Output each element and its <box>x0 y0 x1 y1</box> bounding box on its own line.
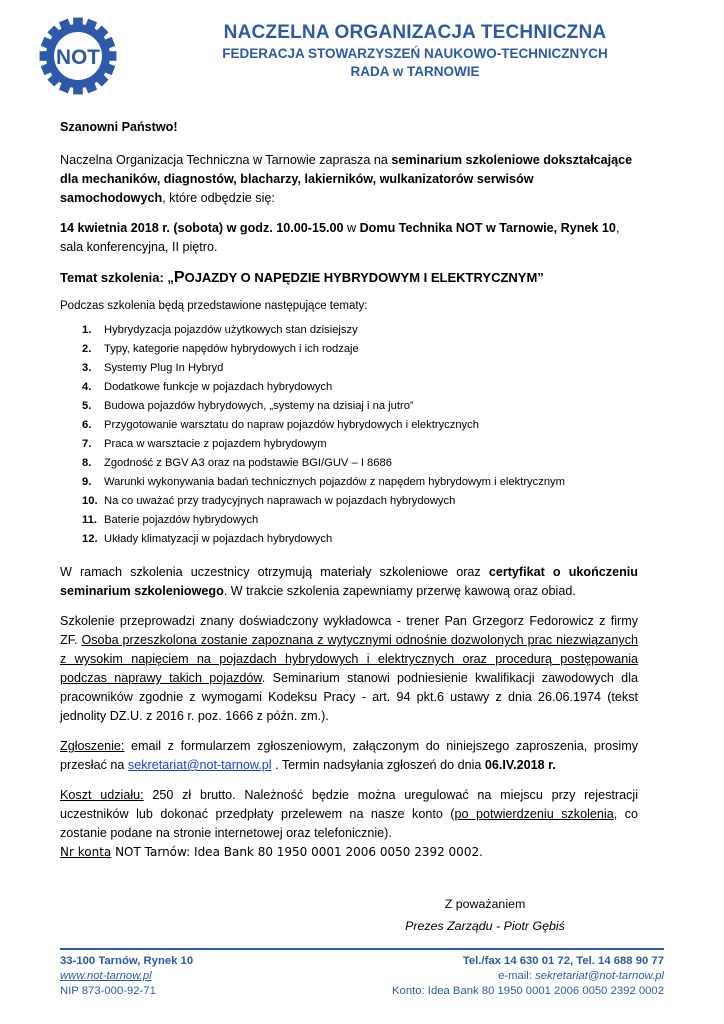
list-item <box>82 435 638 454</box>
footer-email: e-mail: sekretariat@not-tarnow.pl <box>498 970 664 982</box>
signup-paragraph: Zgłoszenie: email z formularzem zgłoszeniowym, załączonym do niniejszego zaproszenia, prosimy przesłać na sekretariat@not-tarnow.pl . Termin nadsyłania zgłoszeń do dnia 06.IV.2018 r. <box>60 739 638 772</box>
list-item-number: 4. <box>82 381 92 393</box>
signature-block <box>360 893 610 937</box>
audience-text: seminarium szkoleniowe dokształcające dla mechaników, diagnostów, blacharzy, lakierników, wulkanizatorów serwisów samochodowych <box>60 153 633 205</box>
list-item-number: 6. <box>82 419 92 431</box>
list-item <box>82 359 638 378</box>
list-item-text: Typy, kategorie napędów hybrydowych i ich rodzaje <box>104 343 359 355</box>
list-item-number: 2. <box>82 343 92 355</box>
date-paragraph: 14 kwietnia 2018 r. (sobota) w godz. 10.00-15.00 w Domu Technika NOT w Tarnowie, Rynek 10, sala konferencyjna, II piętro. <box>60 221 620 254</box>
materials-paragraph: W ramach szkolenia uczestnicy otrzymują materiały szkoleniowe oraz certyfikat o ukończeniu seminarium szkoleniowego. W trakcie szkolenia zapewniamy przerwę kawową oraz obiad. <box>60 565 638 598</box>
list-item-text: Dodatkowe funkcje w pojazdach hybrydowych <box>104 381 333 393</box>
footer-divider <box>60 948 664 950</box>
list-item-text: Przygotowanie warsztatu do napraw pojazdów hybrydowych i elektrycznych <box>104 419 479 431</box>
list-item-text: Układy klimatyzacji w pojazdach hybrydowych <box>104 533 333 545</box>
account-line: Nr konta NOT Tarnów: Idea Bank 80 1950 0001 2006 0050 2392 0002. <box>60 845 483 859</box>
list-item <box>82 511 638 530</box>
letter-body <box>60 118 638 862</box>
list-item-number: 5. <box>82 400 92 412</box>
list-item-number: 9. <box>82 476 92 488</box>
list-item <box>82 397 638 416</box>
footer <box>60 954 664 999</box>
list-item-number: 8. <box>82 457 92 469</box>
footer-address: 33-100 Tarnów, Rynek 10 <box>60 955 194 967</box>
list-item-text: Zgodność z BGV A3 oraz na podstawie BGI/GUV – I 8686 <box>104 457 392 469</box>
list-item-text: Systemy Plug In Hybryd <box>104 362 224 374</box>
list-item <box>82 454 638 473</box>
topic-list <box>82 321 638 549</box>
list-item-text: Na co uważać przy tradycyjnych naprawach w pojazdach hybrydowych <box>104 495 456 507</box>
list-item-number: 1. <box>82 324 92 336</box>
footer-nip: NIP 873-000-92-71 <box>60 985 156 997</box>
svg-text:NOT: NOT <box>56 46 100 69</box>
list-item-text: Hybrydyzacja pojazdów użytkowych stan dzisiejszy <box>104 324 358 336</box>
list-item-text: Warunki wykonywania badań technicznych pojazdów z napędem hybrydowym i elektrycznym <box>104 476 565 488</box>
list-intro: Podczas szkolenia będą przedstawione następujące tematy: <box>60 300 368 312</box>
list-item <box>82 530 638 549</box>
list-item <box>82 492 638 511</box>
not-logo-icon <box>38 16 118 96</box>
footer-phone: Tel./fax 14 630 01 72, Tel. 14 688 90 77 <box>462 955 664 967</box>
list-item <box>82 416 638 435</box>
signup-label: Zgłoszenie: <box>60 739 125 753</box>
list-item <box>82 340 638 359</box>
list-item <box>82 321 638 340</box>
confirmation-note: po potwierdzeniu szkolenia <box>454 807 614 821</box>
letterhead-text <box>130 22 700 79</box>
federation-name: FEDERACJA STOWARZYSZEŃ NAUKOWO-TECHNICZNYCH <box>222 46 608 61</box>
event-date: 14 kwietnia 2018 r. (sobota) w godz. 10.00-15.00 <box>60 221 344 235</box>
list-item-number: 10. <box>82 495 98 507</box>
footer-account: Konto: Idea Bank 80 1950 0001 2006 0050 2392 0002 <box>392 985 664 997</box>
list-item-text: Baterie pojazdów hybrydowych <box>104 514 259 526</box>
list-item-text: Praca w warsztacie z pojazdem hybrydowym <box>104 438 327 450</box>
list-item-number: 12. <box>82 533 98 545</box>
event-place: Domu Technika NOT w Tarnowie, Rynek 10 <box>359 221 616 235</box>
closing: Z poważaniem <box>444 897 526 911</box>
topic-heading: Temat szkolenia: „POJAZDY O NAPĘDZIE HYBRYDOWYM I ELEKTRYCZNYM” <box>60 269 544 286</box>
list-item <box>82 378 638 397</box>
trainer-paragraph: Szkolenie przeprowadzi znany doświadczony wykładowca - trener Pan Grzegorz Fedorowicz z firmy ZF. Osoba przeszkolona zostanie zapoznana z wytycznymi odnośnie dozwolonych prac niezwiązanych z wysokim napięciem na pojazdach hybrydowych i elektrycznych oraz procedurą postępowania podczas naprawy takich pojazdów. Seminarium stanowi podniesienie kwalifikacji zawodowych dla pracowników zgodnie z wymogami Kodeksu Pracy - art. 94 pkt.6 ustawy z dnia 26.06.1974 (tekst jednolity DZ.U. z 2016 r. poz. 1666 z późn. zm.). <box>60 614 638 723</box>
org-name: NACZELNA ORGANIZACJA TECHNICZNA <box>223 22 607 43</box>
cost-paragraph: Koszt udziału: 250 zł brutto. Należność będzie można uregulować na miejscu przy rejestracji uczestników lub dokonać przedpłaty przelewem na nasze konto (po potwierdzeniu szkolenia, co zostanie podane na stronie internetowej oraz telefonicznie). <box>60 788 639 840</box>
footer-website-link[interactable]: www.not-tarnow.pl <box>60 970 152 982</box>
intro-paragraph: Naczelna Organizacja Techniczna w Tarnowie zaprasza na seminarium szkoleniowe dokształcające dla mechaników, diagnostów, blacharzy, lakierników, wulkanizatorów serwisów samochodowych, które odbędzie się: <box>60 153 633 205</box>
council-name: RADA w TARNOWIE <box>350 64 480 79</box>
list-item-number: 3. <box>82 362 92 374</box>
signatory: Prezes Zarządu - Piotr Gębiś <box>405 919 565 933</box>
signup-deadline: 06.IV.2018 r. <box>484 758 556 772</box>
footer-email-link[interactable]: sekretariat@not-tarnow.pl <box>535 970 664 982</box>
list-item-text: Budowa pojazdów hybrydowych, „systemy na dzisiaj i na jutro” <box>104 400 414 412</box>
cost-label: Koszt udziału: <box>60 788 144 802</box>
training-scope: Osoba przeszkolona zostanie zapoznana z wytycznymi odnośnie dozwolonych prac niezwiązanych z wysokim napięciem na pojazdach hybrydowych i elektrycznych oraz procedurą postępowania podczas naprawy takich pojazdów <box>60 633 638 685</box>
account-label: Nr konta <box>60 845 112 859</box>
greeting: Szanowni Państwo! <box>60 120 178 134</box>
list-item <box>82 473 638 492</box>
list-item-number: 11. <box>82 514 97 526</box>
letterhead <box>30 14 710 100</box>
certificate-text: certyfikat o ukończeniu seminarium szkoleniowego <box>60 565 638 598</box>
list-item-number: 7. <box>82 438 92 450</box>
signup-email-link[interactable]: sekretariat@not-tarnow.pl <box>127 758 272 772</box>
